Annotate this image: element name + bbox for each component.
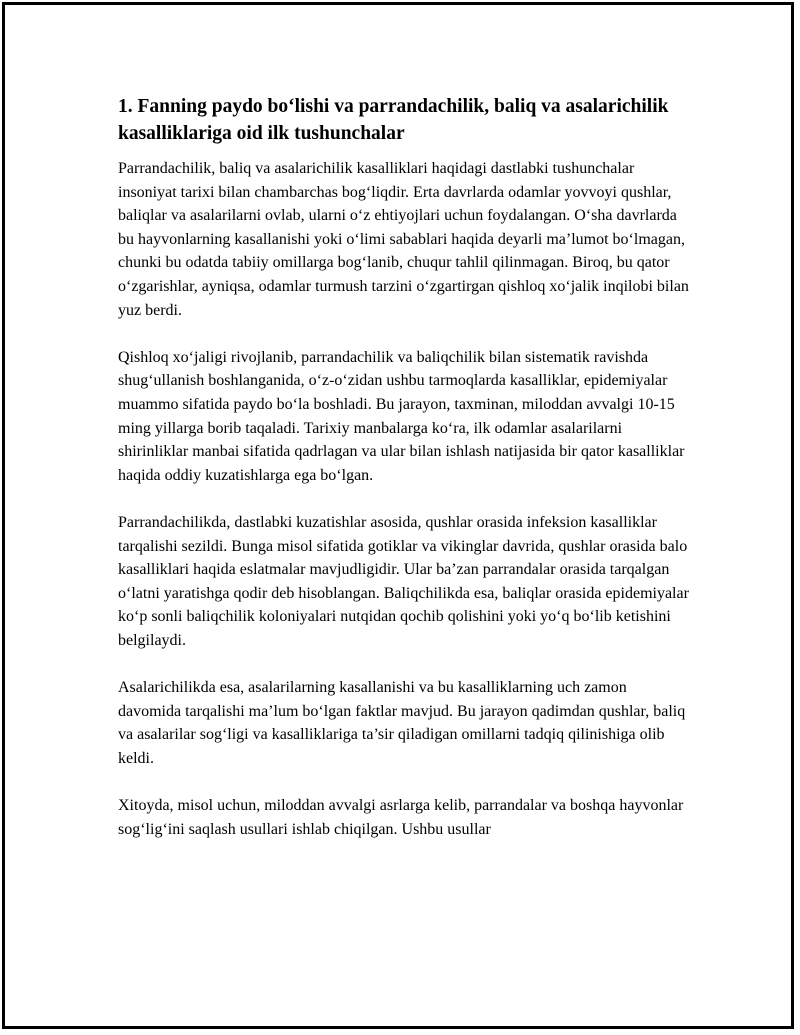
paragraph-3: Parrandachilikda, dastlabki kuzatishlar asosida, qushlar orasida infeksion kasalliklar tarqalishi sezildi. Bunga misol sifatida gotiklar va vikinglar davrida, qushlar orasida balo kasalliklari haqida eslatmalar mavjudligidir. Ular ba’zan parrandalar orasida tarqalgan o‘latni yaratishga qodir deb hisoblangan. Baliqchilikda esa, baliqlar orasida epidemiyalar ko‘p sonli baliqchilik koloniyalari nutqidan qochib qolishini yoki yo‘q bo‘lib ketishini belgilaydi. (118, 513, 689, 649)
document-body (118, 93, 690, 865)
paragraph-5: Xitoyda, misol uchun, miloddan avvalgi asrlarga kelib, parrandalar va boshqa hayvonlar sog‘lig‘ini saqlash usullari ishlab chiqilgan. Ushbu usullar (118, 797, 684, 838)
paragraph-2: Qishloq xo‘jaligi rivojlanib, parrandachilik va baliqchilik bilan sistematik ravishda shug‘ullanish boshlanganida, o‘z-o‘zidan ushbu tarmoqlarda kasalliklar, epidemiyalar muammo sifatida paydo bo‘la boshladi. Bu jarayon, taxminan, miloddan avvalgi 10-15 ming yillarga borib taqaladi. Tarixiy manbalarga ko‘ra, ilk odamlar asalarilarni shirinliklar manbai sifatida qadrlagan va ular bilan ishlash natijasida bir qator kasalliklar haqida oddiy kuzatishlarga ega bo‘lgan. (118, 348, 685, 484)
paragraph-1: Parrandachilik, baliq va asalarichilik kasalliklari haqidagi dastlabki tushunchalar insoniyat tarixi bilan chambarchas bog‘liqdir. Erta davrlarda odamlar yovvoyi qushlar, baliqlar va asalarilarni ovlab, ularni o‘z ehtiyojlari uchun foydalangan. O‘sha davrlarda bu hayvonlarning kasallanishi yoki o‘limi sabablari haqida deyarli ma’lumot bo‘lmagan, chunki bu odatda tabiiy omillarga bog‘lanib, chuqur tahlil qilinmagan. Biroq, bu qator o‘zgarishlar, ayniqsa, odamlar turmush tarzini o‘zgartirgan qishloq xo‘jalik inqilobi bilan yuz berdi. (118, 160, 689, 319)
section-heading: 1. Fanning paydo bo‘lishi va parrandachilik, baliq va asalarichilik kasalliklariga oid ilk tushunchalar (118, 96, 669, 144)
paragraph-4: Asalarichilikda esa, asalarilarning kasallanishi va bu kasalliklarning uch zamon davomida tarqalishi ma’lum bo‘lgan faktlar mavjud. Bu jarayon qadimdan qushlar, baliq va asalarilar sog‘ligi va kasalliklariga ta’sir qiladigan omillarni tadqiq qilinishiga olib keldi. (118, 679, 686, 767)
